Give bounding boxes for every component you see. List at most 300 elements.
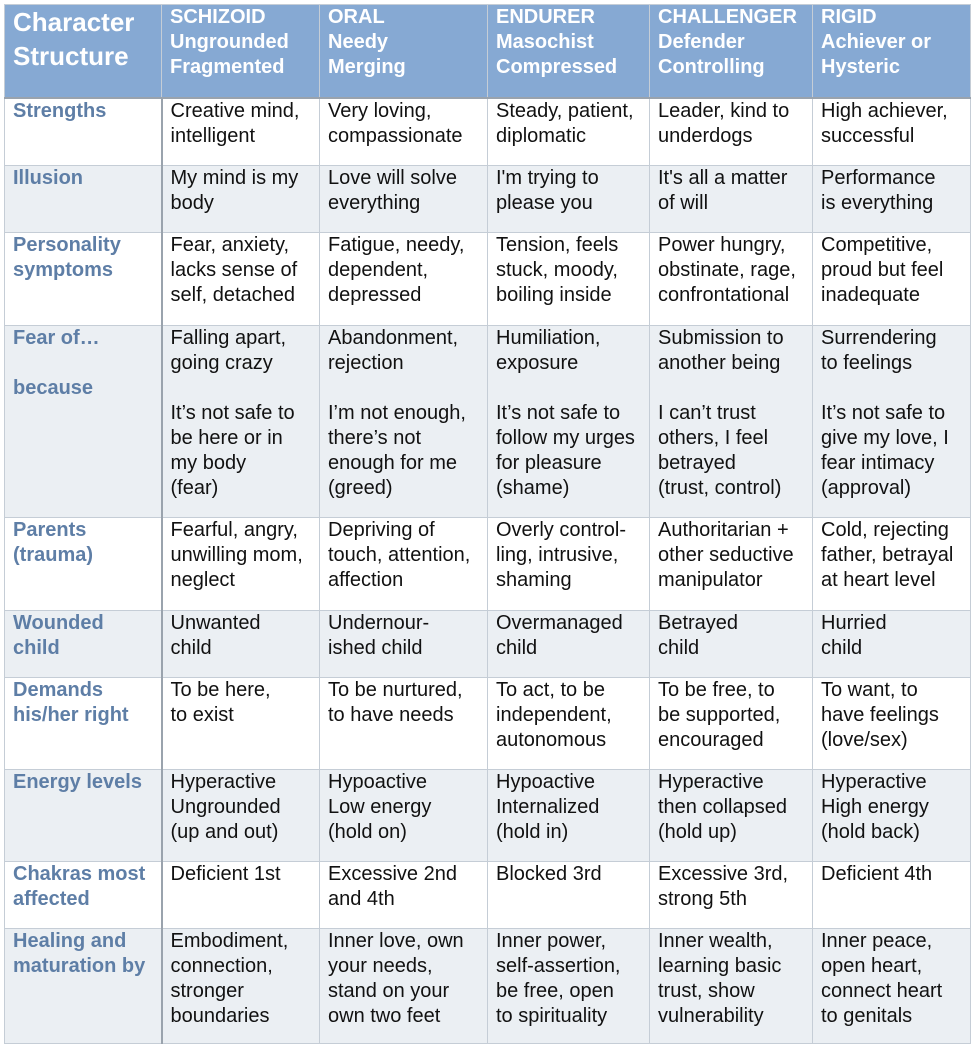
row-label <box>5 928 162 1043</box>
cell-line: successful <box>821 124 915 147</box>
cell-rigid <box>813 233 971 326</box>
cell-text-block <box>328 862 485 912</box>
cell-line: child <box>496 636 538 659</box>
table-row <box>5 861 971 928</box>
cell-line: confrontational <box>658 284 790 307</box>
cell-line: Low energy <box>328 795 432 818</box>
cell-line: dependent, <box>328 259 429 282</box>
cell-rigid <box>813 98 971 166</box>
cell-line: It’s not safe to <box>170 402 295 425</box>
cell-schizoid <box>162 928 320 1043</box>
cell-line: enough for me <box>328 452 457 475</box>
cell-line: trust, show <box>658 979 755 1002</box>
cell-text-block-secondary <box>496 401 647 501</box>
cell-line: stand on your <box>328 979 450 1002</box>
row-label <box>5 233 162 326</box>
cell-oral <box>320 98 488 166</box>
cell-oral <box>320 769 488 861</box>
header-line: Achiever or <box>821 31 932 53</box>
cell-oral <box>320 326 488 518</box>
cell-line: High energy <box>821 795 929 818</box>
cell-text-block <box>821 518 968 593</box>
cell-rigid <box>813 518 971 610</box>
cell-line: be free, open <box>496 979 614 1002</box>
cell-line: please you <box>496 192 593 215</box>
header-endurer <box>488 5 650 98</box>
cell-text-block <box>658 233 810 308</box>
cell-line: of will <box>658 192 709 215</box>
cell-text-block <box>658 166 810 216</box>
cell-line: child <box>658 636 700 659</box>
cell-challenger <box>650 233 813 326</box>
cell-line: own two feet <box>328 1004 441 1027</box>
row-label-line: because <box>13 377 94 400</box>
cell-line: It’s not safe to <box>821 402 946 425</box>
cell-line: I can’t trust <box>658 402 756 425</box>
cell-line: Embodiment, <box>170 929 289 952</box>
cell-line: (hold in) <box>496 820 569 843</box>
cell-text-block <box>171 99 318 149</box>
cell-line: then collapsed <box>658 795 787 818</box>
header-line: RIGID <box>821 6 877 28</box>
cell-line: to have needs <box>328 703 454 726</box>
cell-endurer <box>488 610 650 677</box>
cell-line: connection, <box>170 954 273 977</box>
cell-line: follow my urges <box>496 427 635 450</box>
cell-line: at heart level <box>821 569 936 592</box>
cell-oral <box>320 861 488 928</box>
cell-text-block <box>821 611 968 661</box>
table-row <box>5 166 971 233</box>
cell-oral <box>320 518 488 610</box>
row-label-line: maturation by <box>13 954 146 977</box>
cell-schizoid <box>162 518 320 610</box>
cell-line: learning basic <box>658 954 782 977</box>
header-challenger <box>650 5 813 98</box>
cell-line: Deficient 1st <box>170 862 281 885</box>
cell-text-block <box>171 929 318 1029</box>
cell-text-block <box>328 929 485 1029</box>
cell-line: High achiever, <box>821 99 948 122</box>
cell-line: rejection <box>328 352 404 375</box>
cell-line: Depriving of <box>328 519 435 542</box>
row-label-line: (trauma) <box>13 544 94 567</box>
cell-line: ling, intrusive, <box>496 544 619 567</box>
header-corner-line: Character <box>13 7 135 37</box>
cell-line: Hyperactive <box>170 770 277 793</box>
row-label <box>5 326 162 518</box>
cell-text-block <box>171 326 318 376</box>
cell-line: Internalized <box>496 795 600 818</box>
cell-oral <box>320 928 488 1043</box>
cell-line: Hyperactive <box>821 770 927 793</box>
cell-line: Inner love, own <box>328 929 464 952</box>
header-line: Hysteric <box>821 56 900 78</box>
row-label-secondary <box>13 376 159 401</box>
cell-line: (hold back) <box>821 820 920 843</box>
cell-text-block <box>328 518 485 593</box>
cell-line: (greed) <box>328 477 393 500</box>
header-line: Needy <box>328 31 389 53</box>
cell-challenger <box>650 166 813 233</box>
cell-text-block <box>658 770 810 845</box>
row-label <box>5 769 162 861</box>
cell-text-block <box>658 326 810 376</box>
cell-line: Inner power, <box>496 929 607 952</box>
cell-line: for pleasure <box>496 452 602 475</box>
cell-challenger <box>650 610 813 677</box>
header-line: Fragmented <box>170 56 285 78</box>
cell-text-block-secondary <box>658 401 810 501</box>
cell-text-block <box>171 862 318 887</box>
cell-line: lacks sense of <box>170 259 298 282</box>
cell-text-block <box>328 233 485 308</box>
cell-line: give my love, I <box>821 427 949 450</box>
cell-line: Hurried <box>821 611 887 634</box>
cell-rigid <box>813 610 971 677</box>
cell-line: independent, <box>496 703 612 726</box>
header-row <box>5 5 971 98</box>
cell-line: Leader, kind to <box>658 99 790 122</box>
cell-line: Undernour- <box>328 611 430 634</box>
cell-line: Hyperactive <box>658 770 764 793</box>
cell-line: To act, to be <box>496 678 605 701</box>
cell-line: Tension, feels <box>496 234 619 257</box>
cell-challenger <box>650 928 813 1043</box>
cell-line: self-assertion, <box>496 954 621 977</box>
cell-text-block <box>496 678 647 753</box>
cell-line: Creative mind, <box>170 99 300 122</box>
cell-text-block <box>171 770 318 845</box>
table-row <box>5 98 971 166</box>
table-row <box>5 233 971 326</box>
cell-text-block <box>821 326 968 376</box>
cell-rigid <box>813 769 971 861</box>
table-row <box>5 928 971 1043</box>
cell-line: Betrayed <box>658 611 739 634</box>
cell-line: diplomatic <box>496 124 587 147</box>
row-label <box>5 677 162 769</box>
cell-endurer <box>488 518 650 610</box>
cell-line: Inner wealth, <box>658 929 773 952</box>
cell-text-block-secondary <box>821 401 968 501</box>
header-line: ENDURER <box>496 6 595 28</box>
cell-challenger <box>650 326 813 518</box>
cell-endurer <box>488 769 650 861</box>
cell-line: To be free, to <box>658 678 775 701</box>
cell-text-block <box>658 862 810 912</box>
cell-line: father, betrayal <box>821 544 954 567</box>
cell-line: Hypoactive <box>496 770 595 793</box>
cell-line: is everything <box>821 192 934 215</box>
cell-line: Unwanted <box>170 611 261 634</box>
cell-line: vulnerability <box>658 1004 764 1027</box>
cell-line: Cold, rejecting <box>821 519 949 542</box>
cell-rigid <box>813 326 971 518</box>
cell-line: body <box>170 192 214 215</box>
cell-line: other seductive <box>658 544 794 567</box>
cell-line: shaming <box>496 569 572 592</box>
cell-line: your needs, <box>328 954 433 977</box>
cell-line: be supported, <box>658 703 781 726</box>
cell-line: (hold on) <box>328 820 407 843</box>
cell-challenger <box>650 861 813 928</box>
cell-line: Competitive, <box>821 234 933 257</box>
cell-line: child <box>821 636 863 659</box>
cell-endurer <box>488 928 650 1043</box>
cell-text-block <box>328 326 485 376</box>
cell-line: Performance <box>821 167 936 190</box>
cell-line: open heart, <box>821 954 923 977</box>
cell-line: Falling apart, <box>170 327 287 350</box>
cell-text-block <box>171 611 318 661</box>
cell-text-block <box>496 99 647 149</box>
cell-endurer <box>488 326 650 518</box>
cell-rigid <box>813 166 971 233</box>
cell-line: to spirituality <box>496 1004 608 1027</box>
cell-schizoid <box>162 677 320 769</box>
cell-line: strong 5th <box>658 887 747 910</box>
header-line: Ungrounded <box>170 31 289 53</box>
cell-line: Love will solve <box>328 167 457 190</box>
cell-schizoid <box>162 233 320 326</box>
cell-line: intelligent <box>170 124 256 147</box>
cell-line: to genitals <box>821 1004 913 1027</box>
cell-challenger <box>650 677 813 769</box>
cell-line: affection <box>328 569 404 592</box>
cell-line: another being <box>658 352 781 375</box>
cell-line: (trust, control) <box>658 477 782 500</box>
cell-text-block-secondary <box>171 401 318 501</box>
row-label-line: Energy levels <box>13 770 142 793</box>
cell-line: Overly control- <box>496 519 627 542</box>
cell-line: proud but feel <box>821 259 944 282</box>
cell-text-block <box>328 99 485 149</box>
row-label-line: Chakras most <box>13 862 146 885</box>
header-schizoid <box>162 5 320 98</box>
cell-text-block <box>821 770 968 845</box>
cell-line: everything <box>328 192 421 215</box>
cell-line: be here or in <box>170 427 283 450</box>
cell-line: My mind is my <box>170 167 299 190</box>
row-label-line: Wounded <box>13 611 104 634</box>
cell-text-block <box>658 518 810 593</box>
cell-rigid <box>813 861 971 928</box>
cell-text-block <box>821 929 968 1029</box>
cell-line: inadequate <box>821 284 920 307</box>
cell-line: To be nurtured, <box>328 678 463 701</box>
cell-line: Humiliation, <box>496 327 601 350</box>
row-label <box>5 518 162 610</box>
header-oral <box>320 5 488 98</box>
cell-challenger <box>650 769 813 861</box>
header-line: SCHIZOID <box>170 6 266 28</box>
cell-text-block-secondary <box>328 401 485 501</box>
cell-line: autonomous <box>496 728 607 751</box>
cell-challenger <box>650 518 813 610</box>
cell-line: self, detached <box>170 284 296 307</box>
cell-line: have feelings <box>821 703 939 726</box>
row-label <box>5 98 162 166</box>
cell-rigid <box>813 677 971 769</box>
cell-line: fear intimacy <box>821 452 935 475</box>
cell-line: Ungrounded <box>170 795 281 818</box>
cell-text-block <box>658 929 810 1029</box>
cell-line: unwilling mom, <box>170 544 303 567</box>
cell-line: manipulator <box>658 569 763 592</box>
cell-line: Very loving, <box>328 99 432 122</box>
cell-line: others, I feel <box>658 427 769 450</box>
row-label-line: his/her right <box>13 703 129 726</box>
cell-line: connect heart <box>821 979 943 1002</box>
cell-text-block <box>328 678 485 728</box>
cell-line: I'm trying to <box>496 167 599 190</box>
cell-line: child <box>170 636 212 659</box>
cell-oral <box>320 233 488 326</box>
cell-line: Submission to <box>658 327 784 350</box>
cell-line: Excessive 2nd <box>328 862 457 885</box>
cell-text-block <box>496 929 647 1029</box>
row-label-line: child <box>13 636 60 659</box>
cell-endurer <box>488 677 650 769</box>
cell-text-block <box>496 518 647 593</box>
cell-line: Fatigue, needy, <box>328 234 465 257</box>
row-label <box>5 861 162 928</box>
cell-line: encouraged <box>658 728 764 751</box>
table-row <box>5 518 971 610</box>
cell-line: Fearful, angry, <box>170 519 298 542</box>
cell-text-block <box>171 678 318 728</box>
table-row <box>5 677 971 769</box>
cell-text-block <box>496 611 647 661</box>
header-line: Masochist <box>496 31 594 53</box>
header-line: Controlling <box>658 56 765 78</box>
table-row <box>5 769 971 861</box>
cell-line: stronger <box>170 979 244 1002</box>
cell-schizoid <box>162 166 320 233</box>
cell-line: Deficient 4th <box>821 862 933 885</box>
cell-line: boiling inside <box>496 284 612 307</box>
cell-endurer <box>488 861 650 928</box>
cell-text-block <box>496 166 647 216</box>
header-corner-line: Structure <box>13 41 129 71</box>
cell-text-block <box>496 862 647 887</box>
cell-line: (love/sex) <box>821 728 908 751</box>
cell-schizoid <box>162 326 320 518</box>
cell-text-block <box>658 678 810 753</box>
cell-line: Excessive 3rd, <box>658 862 789 885</box>
cell-text-block <box>496 326 647 376</box>
cell-line: I’m not enough, <box>328 402 466 425</box>
cell-schizoid <box>162 861 320 928</box>
cell-line: betrayed <box>658 452 736 475</box>
cell-line: To want, to <box>821 678 918 701</box>
cell-text-block <box>171 166 318 216</box>
cell-line: Overmanaged <box>496 611 623 634</box>
cell-text-block <box>821 99 968 149</box>
cell-line: (shame) <box>496 477 570 500</box>
cell-endurer <box>488 98 650 166</box>
cell-text-block <box>496 770 647 845</box>
cell-line: Blocked 3rd <box>496 862 602 885</box>
row-label-line: Fear of… <box>13 327 100 350</box>
table-row <box>5 326 971 518</box>
header-corner-cell <box>5 5 162 98</box>
header-line: Compressed <box>496 56 618 78</box>
row-label-line: Personality <box>13 234 121 257</box>
cell-line: my body <box>170 452 247 475</box>
cell-line: depressed <box>328 284 422 307</box>
cell-text-block <box>821 166 968 216</box>
cell-text-block <box>328 770 485 845</box>
cell-line: Hypoactive <box>328 770 427 793</box>
cell-text-block <box>821 233 968 308</box>
table-row <box>5 610 971 677</box>
cell-line: It’s not safe to <box>496 402 621 425</box>
cell-line: going crazy <box>170 352 273 375</box>
cell-line: neglect <box>170 569 235 592</box>
cell-schizoid <box>162 610 320 677</box>
cell-text-block <box>821 862 968 887</box>
cell-line: (up and out) <box>170 820 279 843</box>
cell-line: underdogs <box>658 124 753 147</box>
cell-endurer <box>488 233 650 326</box>
cell-line: To be here, <box>170 678 271 701</box>
row-label <box>5 166 162 233</box>
cell-challenger <box>650 98 813 166</box>
cell-text-block <box>171 233 318 308</box>
cell-text-block <box>658 611 810 661</box>
cell-text-block <box>328 166 485 216</box>
cell-line: obstinate, rage, <box>658 259 796 282</box>
cell-line: boundaries <box>170 1004 270 1027</box>
row-label-line: Illusion <box>13 167 83 190</box>
row-label-line: affected <box>13 887 90 910</box>
cell-line: (fear) <box>170 477 219 500</box>
row-label-line: Demands <box>13 678 104 701</box>
cell-line: exposure <box>496 352 579 375</box>
cell-line: and 4th <box>328 887 395 910</box>
cell-line: Steady, patient, <box>496 99 634 122</box>
header-rigid <box>813 5 971 98</box>
cell-text-block <box>821 678 968 753</box>
header-line: CHALLENGER <box>658 6 797 28</box>
cell-line: to feelings <box>821 352 913 375</box>
cell-line: Surrendering <box>821 327 937 350</box>
cell-rigid <box>813 928 971 1043</box>
cell-line: Authoritarian + <box>658 519 789 542</box>
cell-line: Abandonment, <box>328 327 459 350</box>
character-structure-table <box>4 4 971 1044</box>
cell-line: compassionate <box>328 124 463 147</box>
row-label-line: Parents <box>13 519 87 542</box>
cell-line: Power hungry, <box>658 234 786 257</box>
cell-oral <box>320 610 488 677</box>
cell-line: (approval) <box>821 477 912 500</box>
cell-text-block <box>658 99 810 149</box>
cell-oral <box>320 166 488 233</box>
cell-line: stuck, moody, <box>496 259 618 282</box>
cell-text-block <box>496 233 647 308</box>
cell-endurer <box>488 166 650 233</box>
cell-line: Fear, anxiety, <box>170 234 290 257</box>
cell-line: (hold up) <box>658 820 737 843</box>
cell-line: It's all a matter <box>658 167 788 190</box>
cell-schizoid <box>162 98 320 166</box>
cell-line: there’s not <box>328 427 422 450</box>
row-label-line: symptoms <box>13 259 114 282</box>
row-label-line: Strengths <box>13 99 107 122</box>
